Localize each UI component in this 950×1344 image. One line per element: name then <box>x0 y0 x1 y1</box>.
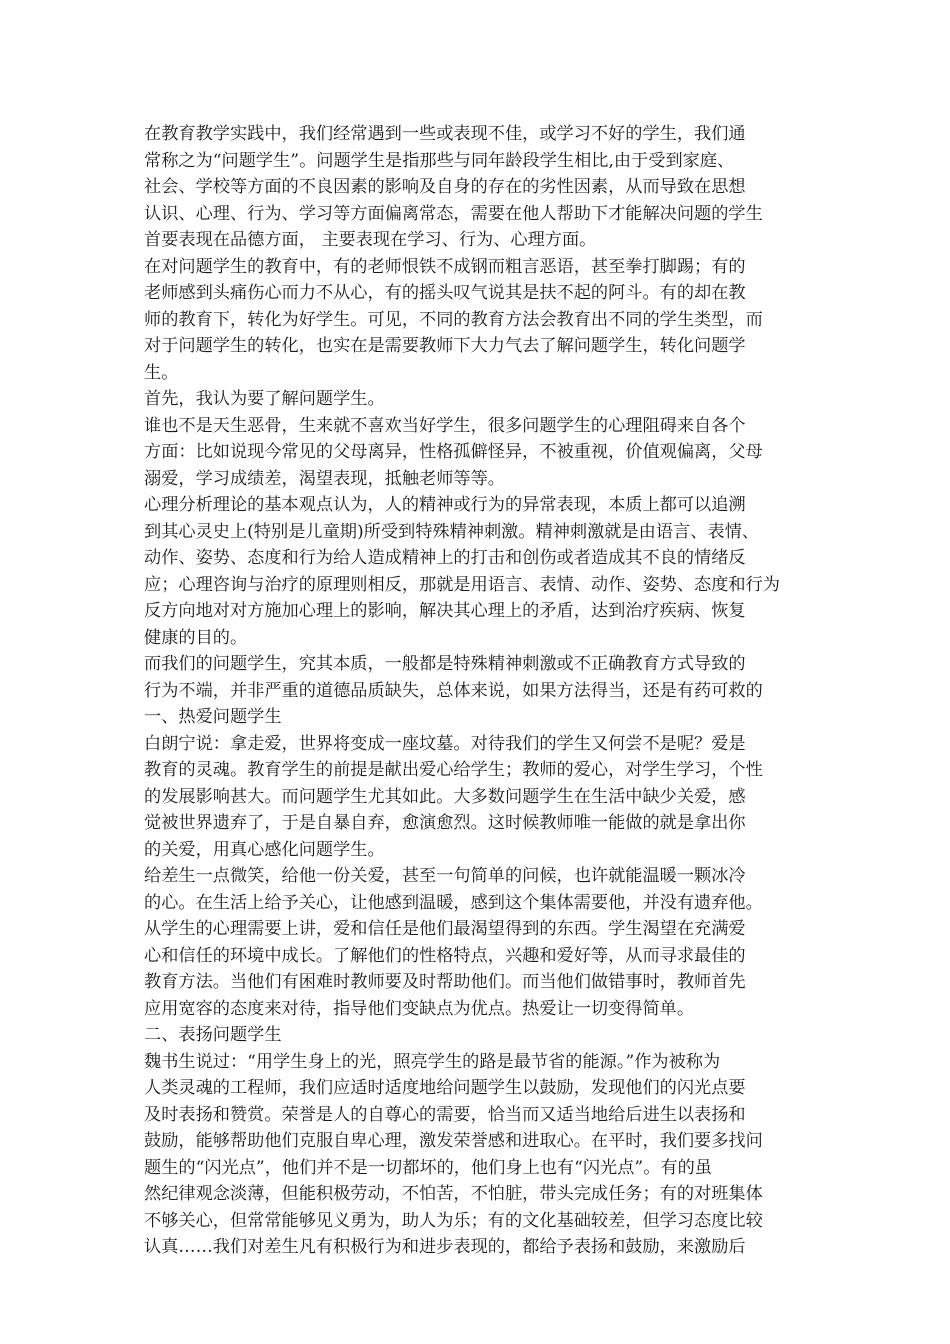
text-line: 魏书生说过：“用学生身上的光，照亮学生的路是最节省的能源。”作为被称为 <box>144 1051 721 1072</box>
text-line: 生。 <box>144 362 179 383</box>
text-line: 的发展影响甚大。而问题学生尤其如此。大多数问题学生在生活中缺少关爱，感 <box>144 786 746 807</box>
text-line: 健康的目的。 <box>144 627 248 648</box>
text-line: 方面：比如说现今常见的父母离异，性格孤僻怪异，不被重视，价值观偏离，父母 <box>144 442 763 462</box>
text-line: 认识、心理、行为、学习等方面偏离常态，需要在他人帮助下才能解决问题的学生 <box>144 203 763 224</box>
text-line: 认真……我们对差生凡有积极行为和进步表现的，都给予表扬和鼓励，来激励后 <box>144 1237 746 1257</box>
text-line: 心理分析理论的基本观点认为，人的精神或行为的异常表现，本质上都可以追溯 <box>144 495 746 515</box>
text-line: 教育的灵魂。教育学生的前提是献出爱心给学生；教师的爱心，对学生学习，个性 <box>144 760 763 780</box>
text-line: 对于问题学生的转化，也实在是需要教师下大力气去了解问题学生，转化问题学 <box>144 336 746 356</box>
text-line: 溺爱，学习成绩差，渴望表现，抵触老师等等。 <box>144 468 505 489</box>
text-line: 从学生的心理需要上讲，爱和信任是他们最渴望得到的东西。学生渴望在充满爱 <box>144 919 746 939</box>
text-line: 不够关心，但常常能够见义勇为，助人为乐；有的文化基础较差，但学习态度比较 <box>144 1210 763 1231</box>
text-line: 鼓励，能够帮助他们克服自卑心理，激发荣誉感和进取心。在平时，我们要多找问 <box>144 1131 763 1151</box>
text-line: 的心。在生活上给予关心，让他感到温暖，感到这个集体需要他，并没有遗弃他。 <box>144 892 763 913</box>
text-line: 到其心灵史上(特别是儿童期)所受到特殊精神刺激。精神刺激就是由语言、表情、 <box>144 521 759 542</box>
text-line: 行为不端，并非严重的道德品质缺失，总体来说，如果方法得当，还是有药可救的 <box>144 680 763 701</box>
text-line: 题生的“闪光点”，他们并不是一切都坏的，他们身上也有“闪光点”。有的虽 <box>144 1157 712 1178</box>
text-line: 及时表扬和赞赏。荣誉是人的自尊心的需要，恰当而又适当地给后进生以表扬和 <box>144 1104 746 1125</box>
text-line: 教育方法。当他们有困难时教师要及时帮助他们。而当他们做错事时，教师首先 <box>144 972 746 992</box>
text-line: 应；心理咨询与治疗的原理则相反，那就是用语言、表情、动作、姿势、态度和行为 <box>144 574 780 595</box>
text-line: 心和信任的环境中成长。了解他们的性格特点，兴趣和爱好等，从而寻求最佳的 <box>144 945 746 966</box>
text-line: 觉被世界遗弃了，于是自暴自弃，愈演愈烈。这时候教师唯一能做的就是拿出你 <box>144 813 746 833</box>
text-line: 在对问题学生的教育中，有的老师恨铁不成钢而粗言恶语，甚至拳打脚踢；有的 <box>144 256 746 277</box>
text-line: 首先，我认为要了解问题学生。 <box>144 389 385 409</box>
text-line: 谁也不是天生恶骨，生来就不喜欢当好学生，很多问题学生的心理阻碍来自各个 <box>144 415 746 436</box>
text-line: 一、热爱问题学生 <box>144 707 282 727</box>
document-body <box>144 121 808 1261</box>
text-line: 师的教育下，转化为好学生。可见，不同的教育方法会教育出不同的学生类型，而 <box>144 309 763 330</box>
text-line: 反方向地对对方施加心理上的影响，解决其心理上的矛盾，达到治疗疾病、恢复 <box>144 601 746 621</box>
text-line: 常称之为“问题学生”。问题学生是指那些与同年龄段学生相比,由于受到家庭、 <box>144 150 735 171</box>
text-line: 给差生一点微笑，给他一份关爱，甚至一句简单的问候，也许就能温暖一颗冰冷 <box>144 866 746 886</box>
text-line: 老师感到头痛伤心而力不从心，有的摇头叹气说其是扶不起的阿斗。有的却在教 <box>144 283 746 303</box>
text-line: 然纪律观念淡薄，但能积极劳动，不怕苦，不怕脏，带头完成任务；有的对班集体 <box>144 1184 763 1204</box>
text-line: 社会、学校等方面的不良因素的影响及自身的存在的劣性因素，从而导致在思想 <box>144 177 746 197</box>
text-line: 的关爱，用真心感化问题学生。 <box>144 839 385 860</box>
text-line: 动作、姿势、态度和行为给人造成精神上的打击和创伤或者造成其不良的情绪反 <box>144 548 746 568</box>
text-line: 应用宽容的态度来对待，指导他们变缺点为优点。热爱让一切变得简单。 <box>144 998 695 1019</box>
text-line: 白朗宁说：拿走爱，世界将变成一座坟墓。对待我们的学生又何尝不是呢？爱是 <box>144 733 746 754</box>
text-line: 首要表现在品德方面， 主要表现在学习、行为、心理方面。 <box>144 230 597 250</box>
text-line: 人类灵魂的工程师，我们应适时适度地给问题学生以鼓励，发现他们的闪光点要 <box>144 1078 746 1098</box>
text-line: 在教育教学实践中，我们经常遇到一些或表现不佳，或学习不好的学生，我们通 <box>144 124 746 144</box>
text-line: 二、表扬问题学生 <box>144 1025 282 1045</box>
text-line: 而我们的问题学生，究其本质，一般都是特殊精神刺激或不正确教育方式导致的 <box>144 654 746 674</box>
